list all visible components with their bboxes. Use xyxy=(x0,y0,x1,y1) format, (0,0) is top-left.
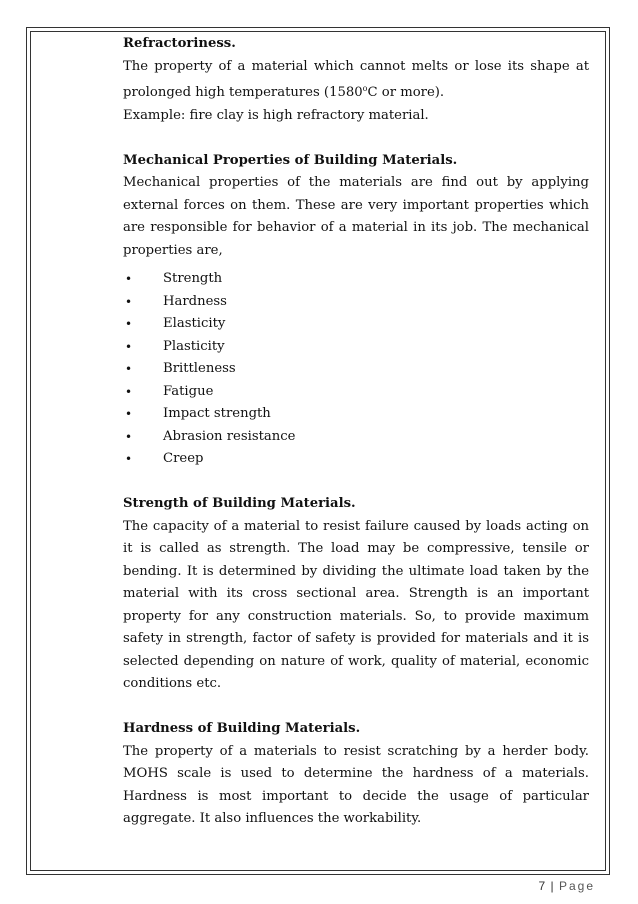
list-item-label: Strength xyxy=(163,271,223,286)
spacer xyxy=(123,696,589,719)
list-item-label: Creep xyxy=(163,451,204,466)
bullet-icon: • xyxy=(125,339,133,354)
list-item-label: Fatigue xyxy=(163,383,214,399)
page-number: 7 xyxy=(538,879,546,893)
list-item-label: Plasticity xyxy=(163,338,225,354)
strength-paragraph: The capacity of a material to resist failure caused by loads acting on it is called as strength. The load may be compressive, tensile or bending. It is determined by dividing the ultimate load taken by the material with its cross sectional area. Strength is an important property for any construction materials. So, to provide maximum safety in strength, factor of safety is provided for materials and it is selected depending on nature of work, quality of material, economic conditions etc. xyxy=(123,518,589,691)
list-item xyxy=(123,358,589,381)
list-item xyxy=(123,448,589,471)
spacer xyxy=(123,471,589,494)
strength-heading: Strength of Building Materials. xyxy=(123,496,356,511)
list-item xyxy=(123,313,589,336)
mechanical-paragraph: Mechanical properties of the materials are find out by applying external forces on them. These are very important properties which are responsible for behavior of a material in its job. The mechanical properties are, xyxy=(123,175,589,258)
list-item-label: Elasticity xyxy=(163,316,226,331)
bullet-icon: • xyxy=(125,429,133,444)
list-item xyxy=(123,336,589,359)
degree-superscript: o xyxy=(362,84,368,93)
list-item-label: Brittleness xyxy=(163,361,236,376)
mechanical-properties-list xyxy=(123,268,589,471)
refractoriness-heading: Refractoriness. xyxy=(123,36,236,51)
page-footer xyxy=(538,879,595,893)
list-item xyxy=(123,403,589,426)
document-body xyxy=(123,33,589,831)
bullet-icon: • xyxy=(125,294,133,309)
list-item xyxy=(123,268,589,291)
mechanical-heading: Mechanical Properties of Building Materials. xyxy=(123,152,458,168)
list-item-label: Abrasion resistance xyxy=(163,428,296,444)
refractoriness-text-after: C or more). xyxy=(367,85,445,100)
list-item-label: Impact strength xyxy=(163,406,271,421)
footer-separator: | xyxy=(550,879,554,893)
list-item-label: Hardness xyxy=(163,293,227,309)
bullet-icon: • xyxy=(125,407,133,421)
bullet-icon: • xyxy=(125,362,133,376)
bullet-icon: • xyxy=(125,317,133,331)
list-item xyxy=(123,291,589,314)
bullet-icon: • xyxy=(125,272,133,286)
refractoriness-example: Example: fire clay is high refractory material. xyxy=(123,107,429,123)
list-item xyxy=(123,426,589,449)
page-label: Page xyxy=(558,879,595,893)
list-item xyxy=(123,381,589,404)
hardness-heading: Hardness of Building Materials. xyxy=(123,721,361,736)
bullet-icon: • xyxy=(125,452,133,466)
refractoriness-text-before: The property of a material which cannot melts or lose its shape at prolonged high temperatures (1580 xyxy=(123,58,589,100)
hardness-paragraph: The property of a materials to resist scratching by a herder body. MOHS scale is used to determine the hardness of a materials. Hardness is most important to decide the usage of particular aggregate. It also influences the workability. xyxy=(123,743,589,826)
bullet-icon: • xyxy=(125,384,133,399)
refractoriness-text xyxy=(123,56,589,105)
spacer xyxy=(123,127,589,150)
